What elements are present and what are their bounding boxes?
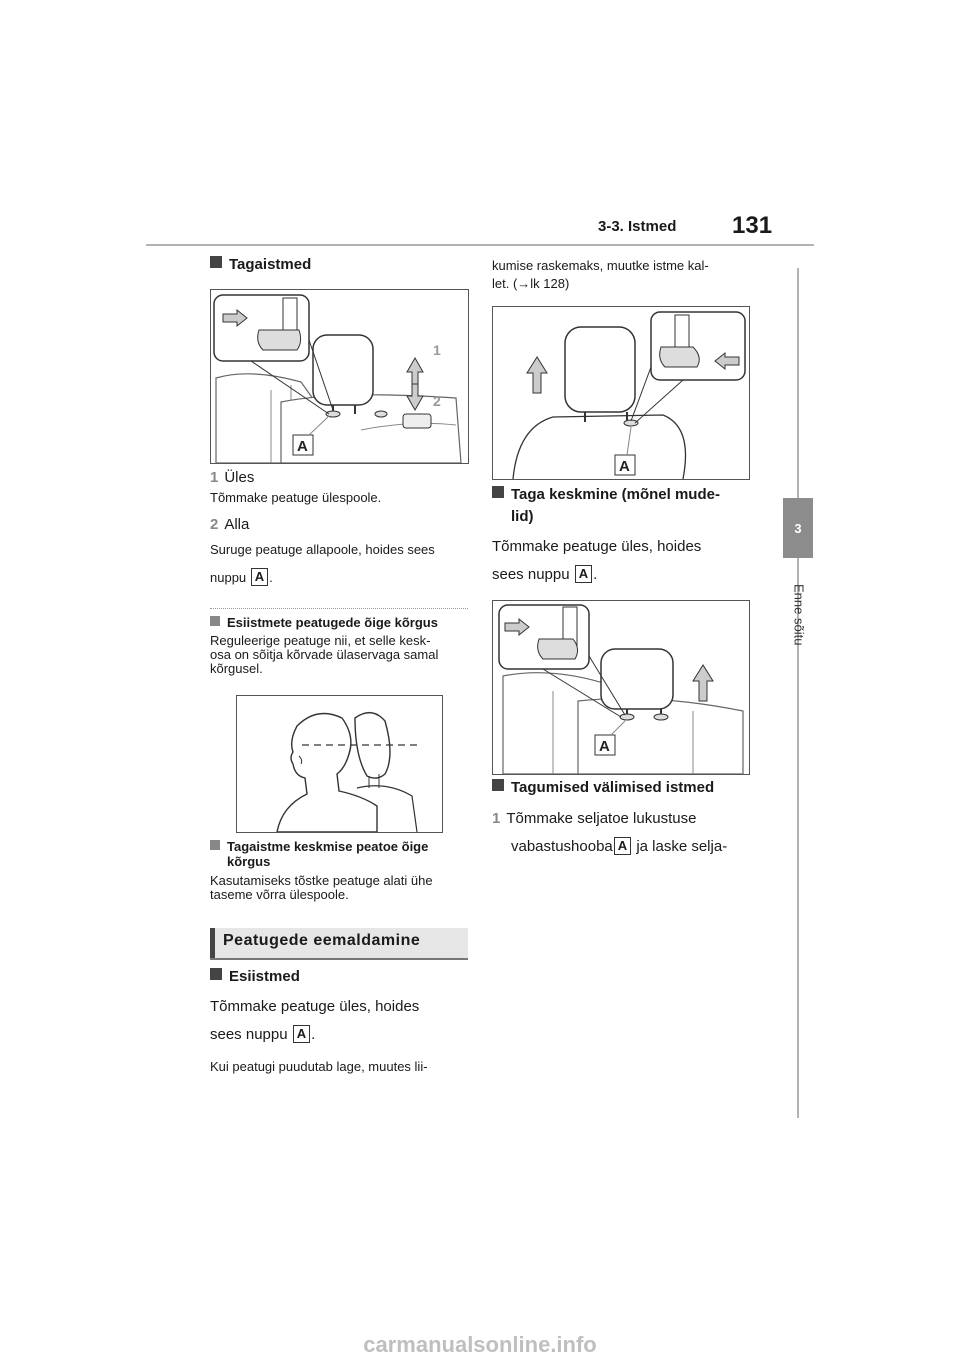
section-title: Peatugede eemaldamine (223, 932, 421, 949)
head-position-illustration (237, 696, 442, 832)
svg-text:A: A (619, 458, 630, 475)
section-rule (210, 958, 468, 960)
bullet-square-icon (210, 616, 220, 626)
key-a-badge: A (575, 565, 592, 583)
svg-text:A: A (599, 738, 610, 755)
tag-step-1: 1 Tõmmake seljatoe lukustuse (492, 810, 697, 827)
page-number: 131 (732, 212, 773, 239)
heading-keskmise-2: kõrgus (227, 854, 271, 869)
key-a-badge: A (614, 837, 631, 855)
esi2-line1: Tõmmake peatuge üles, hoides (210, 998, 420, 1015)
step-1: 1 Üles (210, 469, 255, 486)
esi-line1: Reguleerige peatuge nii, et selle kesk- (210, 633, 431, 648)
bullet-square-icon (492, 779, 504, 791)
heading-taga-keskmine: Taga keskmine (mõnel mude- (492, 485, 720, 505)
chapter-number: 3 (794, 520, 802, 536)
bullet-square-icon (210, 840, 220, 850)
divider (210, 608, 468, 610)
bullet-square-icon (210, 968, 222, 980)
step-2-text-a: Suruge peatuge allapoole, hoides sees (210, 542, 435, 557)
cont-line1: kumise raskemaks, muutke istme kal- (492, 258, 709, 273)
chapter-label: Enne sõitu (791, 584, 807, 646)
front-headrest-illustration (493, 307, 749, 479)
header-section: 3-3. Istmed (598, 218, 677, 235)
header-rule (146, 244, 814, 246)
figure-front-headrest (492, 306, 750, 480)
key-a-badge: A (293, 1025, 310, 1043)
figure-head-position (236, 695, 443, 833)
chapter-tab (783, 498, 813, 558)
watermark: carmanualsonline.info (363, 1332, 597, 1357)
rear-headrest-illustration (211, 290, 468, 463)
heading-keskmise: Tagaistme keskmise peatoe õige (210, 839, 428, 854)
section-title-bar (210, 928, 468, 958)
esi-line2: osa on sõitja kõrvade ülaservaga samal (210, 647, 439, 662)
heading-tagaistmed: Tagaistmed (210, 255, 311, 275)
step-2-text-b: nuppu A . (210, 569, 273, 585)
figure-rear-headrest-adjust (210, 289, 469, 464)
bullet-square-icon (492, 486, 504, 498)
heading-tagumised: Tagumised välimised istmed (492, 778, 714, 798)
heading-taga-keskmine-2: lid) (511, 508, 534, 525)
step-1-text: Tõmmake peatuge ülespoole. (210, 490, 382, 505)
heading-esiistmete: Esiistmete peatugede õige kõrgus (210, 615, 438, 630)
kesk-line1: Kasutamiseks tõstke peatuge alati ühe (210, 873, 433, 888)
kesk-line2: taseme võrra ülespoole. (210, 887, 349, 902)
heading-esiistmed: Esiistmed (210, 967, 300, 987)
taga-line2: sees nuppu A . (492, 566, 598, 583)
svg-text:2: 2 (433, 393, 441, 409)
figure-rear-center-headrest (492, 600, 750, 775)
svg-text:A: A (297, 438, 308, 455)
rear-center-headrest-illustration (493, 601, 749, 774)
step-2: 2 Alla (210, 516, 250, 533)
side-rule-top (797, 268, 799, 498)
cont-line2: let. (→lk 128) (492, 276, 570, 291)
svg-text:1: 1 (433, 342, 441, 358)
key-a-badge: A (251, 568, 268, 586)
esi2-note: Kui peatugi puudutab lage, muutes lii- (210, 1059, 428, 1074)
taga-line1: Tõmmake peatuge üles, hoides (492, 538, 702, 555)
esi-line3: kõrgusel. (210, 661, 263, 676)
bullet-square-icon (210, 256, 222, 268)
esi2-line2: sees nuppu A . (210, 1026, 316, 1043)
tag-line2: vabastushooba A ja laske selja- (511, 838, 728, 855)
